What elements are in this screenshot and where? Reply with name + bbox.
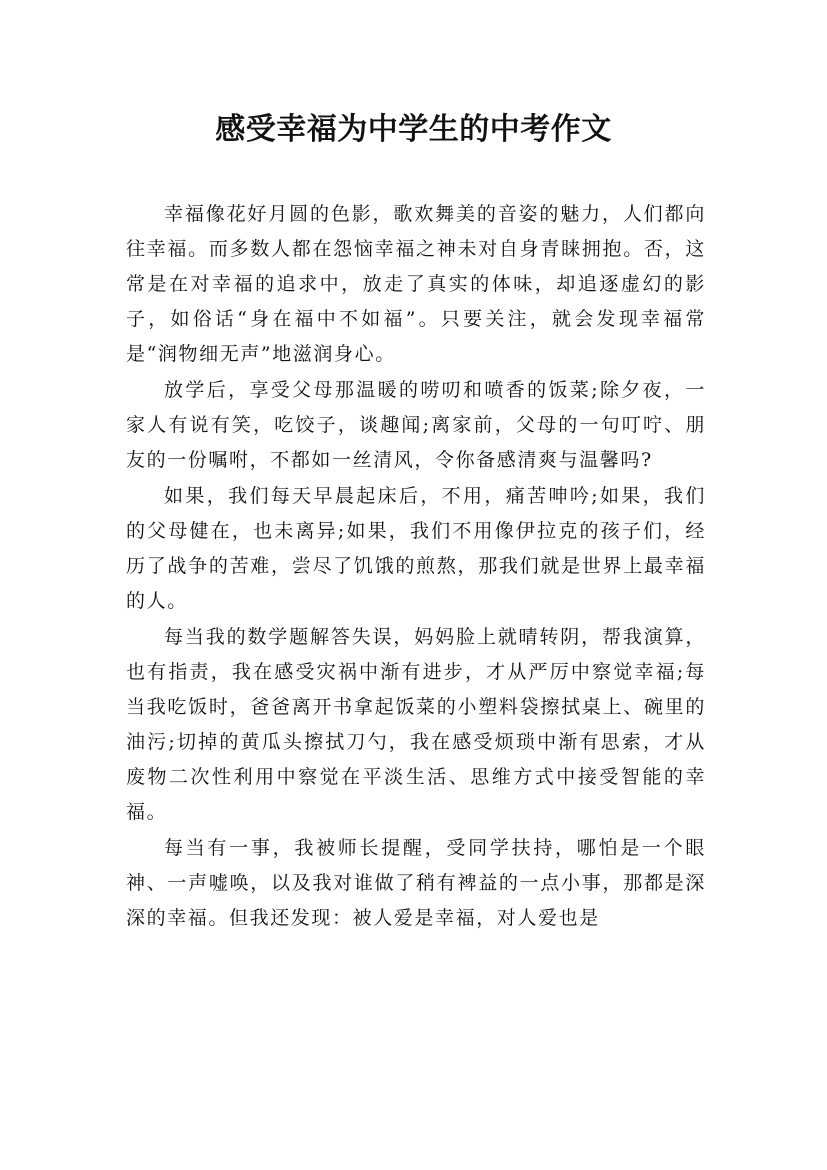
document-title: 感受幸福为中学生的中考作文 (215, 112, 612, 147)
paragraph-3: 如果，我们每天早晨起床后，不用，痛苦呻吟;如果，我们的父母健在，也未离异;如果，我们不用像伊拉克的孩子们，经历了战争的苦难，尝尽了饥饿的煎熬，那我们就是世界上最幸福的人。 (126, 485, 706, 612)
paragraph-2: 放学后，享受父母那温暖的唠叨和喷香的饭菜;除夕夜，一家人有说有笑，吃饺子，谈趣闻;离家前，父母的一句叮咛、朋友的一份嘱咐，不都如一丝清风，令你备感清爽与温馨吗? (126, 379, 706, 471)
document-body (126, 197, 706, 936)
paragraph-1: 幸福像花好月圆的色影，歌欢舞美的音姿的魅力，人们都向往幸福。而多数人都在怨恼幸福之神未对自身青睐拥抱。否，这常是在对幸福的追求中，放走了真实的体味，却追逐虚幻的影子，如俗话“身在福中不如福”。只要关注，就会发现幸福常是“润物细无声”地滋润身心。 (126, 203, 706, 365)
paragraph-4: 每当我的数学题解答失误，妈妈脸上就晴转阴，帮我演算，也有指责，我在感受灾祸中渐有进步，才从严厉中察觉幸福;每当我吃饭时，爸爸离开书拿起饭菜的小塑料袋擦拭桌上、碗里的油污;切掉的黄瓜头擦拭刀勺，我在感受烦琐中渐有思索，才从废物二次性利用中察觉在平淡生活、思维方式中接受智能的幸福。 (126, 626, 706, 823)
paragraph-5: 每当有一事，我被师长提醒，受同学扶持，哪怕是一个眼神、一声嘘唤，以及我对谁做了稍有裨益的一点小事，那都是深深的幸福。但我还发现：被人爱是幸福，对人爱也是 (126, 837, 706, 929)
